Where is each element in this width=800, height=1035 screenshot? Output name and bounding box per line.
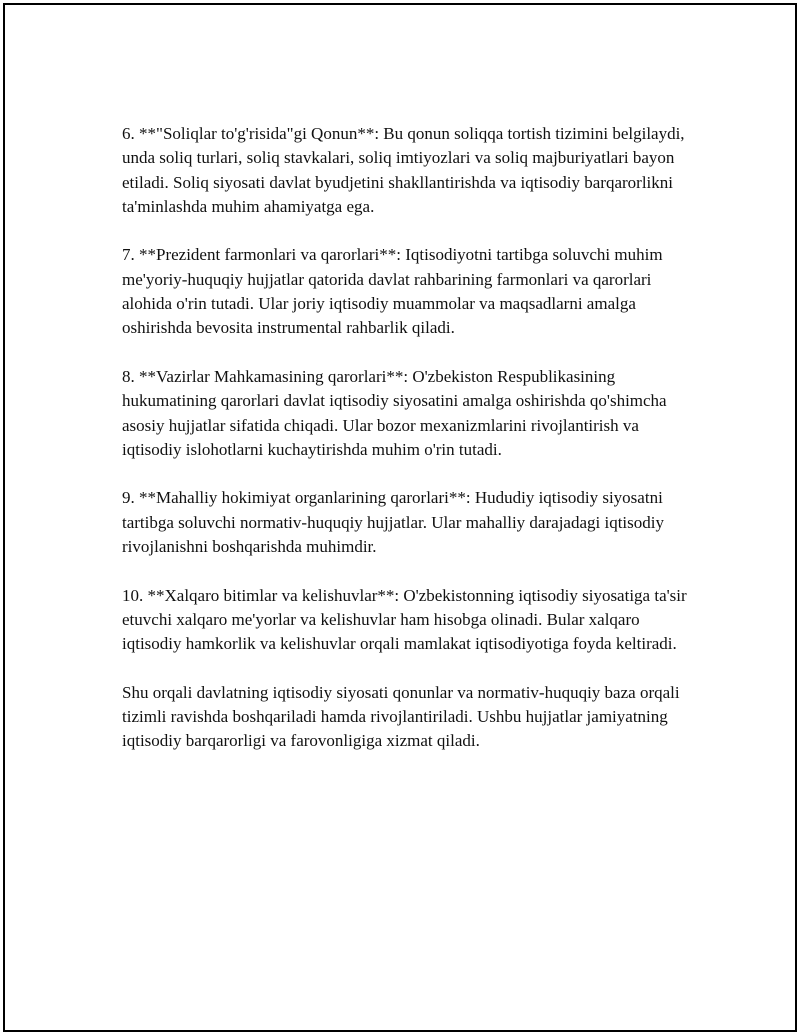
- paragraph-vazirlar-mahkamasi: 8. **Vazirlar Mahkamasining qarorlari**: O'zbekiston Respublikasining hukumatining qarorlari davlat iqtisodiy siyosatini amalga oshirishda qo'shimcha asosiy hujjatlar sifatida chiqadi. Ular bozor mexanizmlarini rivojlantirish va iqtisodiy islohotlarni kuchaytirishda muhim o'rin tutadi.: [122, 366, 667, 459]
- paragraph-soliqlar-qonuni: 6. **"Soliqlar to'g'risida"gi Qonun**: Bu qonun soliqqa tortish tizimini belgilaydi, unda soliq turlari, soliq stavkalari, soliq imtiyozlari va soliq majburiyatlari bayon etiladi. Soliq siyosati davlat byudjetini shakllantirishda va iqtisodiy barqarorlikni ta'minlashda muhim ahamiyatga ega.: [122, 124, 685, 216]
- page-frame: [3, 3, 797, 1032]
- paragraph-conclusion: Shu orqali davlatning iqtisodiy siyosati qonunlar va normativ-huquqiy baza orqali tizimli ravishda boshqariladi hamda rivojlantiriladi. Ushbu hujjatlar jamiyatning iqtisodiy barqarorligi va farovonligiga xizmat qiladi.: [122, 682, 680, 751]
- document-body: [122, 122, 694, 778]
- paragraph-xalqaro-bitimlar: 10. **Xalqaro bitimlar va kelishuvlar**: O'zbekistonning iqtisodiy siyosatiga ta'sir etuvchi xalqaro me'yorlar va kelishuvlar ham hisobga olinadi. Bular xalqaro iqtisodiy hamkorlik va kelishuvlar orqali mamlakat iqtisodiyotiga foyda keltiradi.: [122, 585, 687, 654]
- paragraph-prezident-farmonlari: 7. **Prezident farmonlari va qarorlari**: Iqtisodiyotni tartibga soluvchi muhim me'yoriy-huquqiy hujjatlar qatorida davlat rahbarining farmonlari va qarorlari alohida o'rin tutadi. Ular joriy iqtisodiy muammolar va maqsadlarni amalga oshirishda bevosita instrumental rahbarlik qiladi.: [122, 245, 663, 338]
- paragraph-mahalliy-hokimiyat: 9. **Mahalliy hokimiyat organlarining qarorlari**: Hududiy iqtisodiy siyosatni tartibga soluvchi normativ-huquqiy hujjatlar. Ular mahalliy darajadagi iqtisodiy rivojlanishni boshqarishda muhimdir.: [122, 488, 664, 557]
